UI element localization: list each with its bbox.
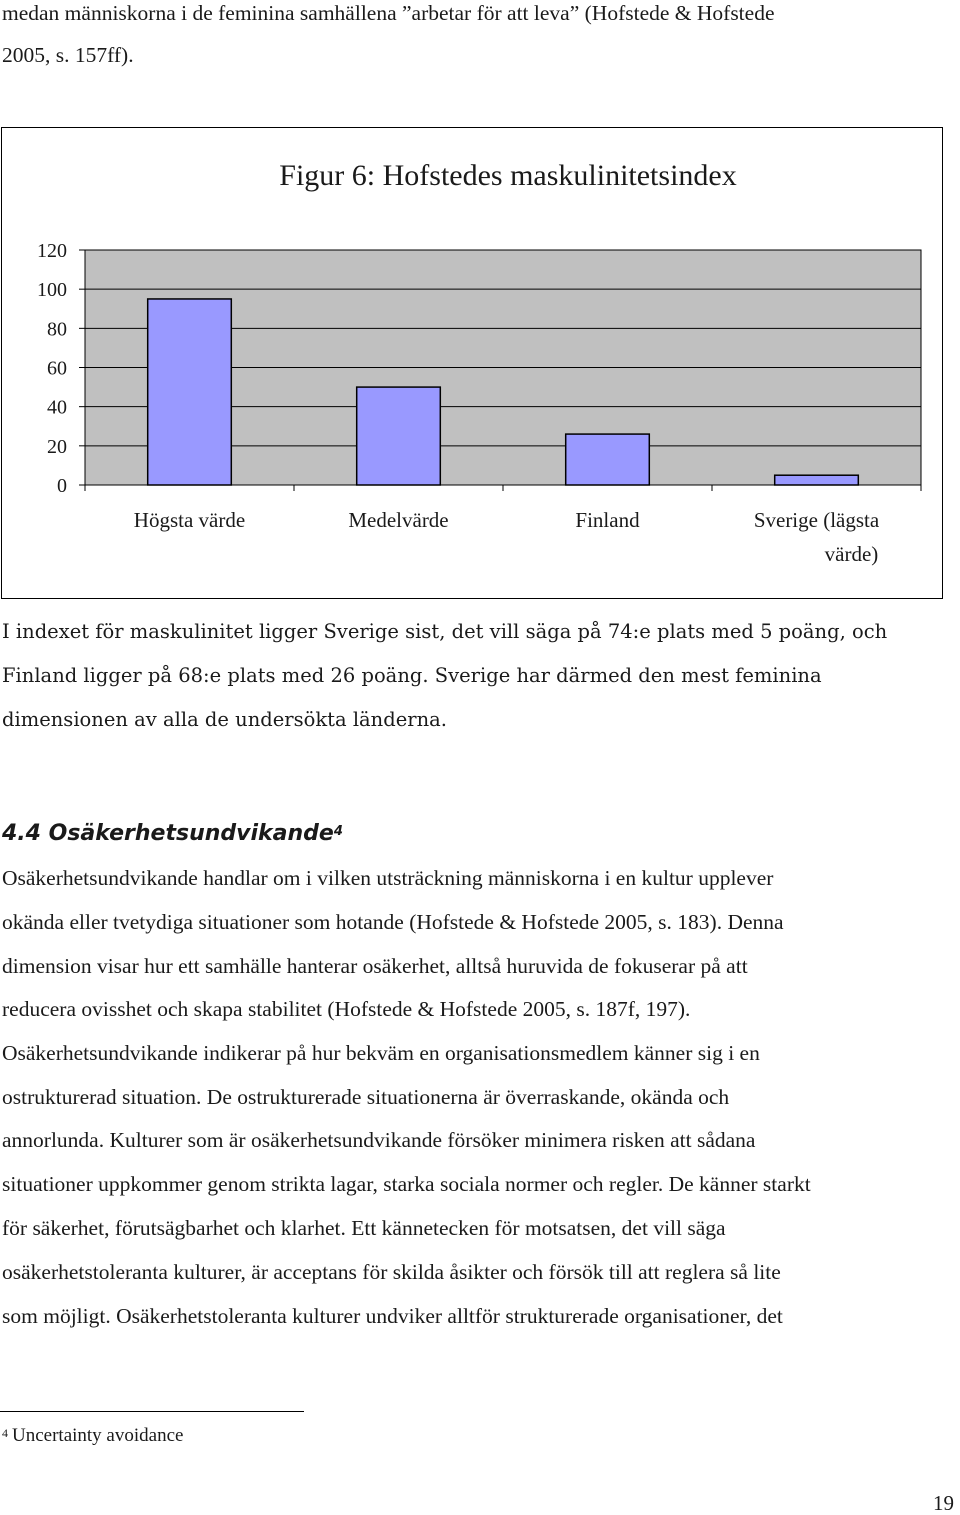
- section-heading-text: 4.4 Osäkerhetsundvikande: [2, 821, 334, 846]
- body-line-6: ostrukturerad situation. De ostrukturerade situationerna är överraskande, okända och: [2, 1085, 730, 1109]
- footnote-reference: 4: [333, 824, 343, 839]
- bar: [775, 475, 859, 485]
- category-label: Högsta värde: [133, 508, 246, 532]
- body-line-9: för säkerhet, förutsägbarhet och klarhet. Ett kännetecken för motsatsen, det vill säga: [2, 1216, 726, 1240]
- y-tick-label: 40: [47, 396, 67, 419]
- bar: [566, 434, 650, 485]
- category-label: Finland: [575, 508, 640, 532]
- body-line-4: reducera ovisshet och skapa stabilitet (Hofstede & Hofstede 2005, s. 187f, 197).: [2, 997, 691, 1021]
- y-tick-label: 20: [47, 435, 67, 458]
- caption-line-1: I indexet för maskulinitet ligger Sverige sist, det vill säga på 74:e plats med 5 poäng, och: [2, 620, 888, 643]
- page-number: 19: [933, 1491, 954, 1515]
- chart-title: Figur 6: Hofstedes maskulinitetsindex: [279, 159, 737, 192]
- y-tick-label: 120: [37, 240, 67, 262]
- masculinity-index-chart: [0, 0, 960, 610]
- footnote-separator: [0, 1411, 304, 1412]
- footnote-text: Uncertainty avoidance: [12, 1425, 184, 1446]
- body-line-3: dimension visar hur ett samhälle hanterar osäkerhet, alltså huruvida de fokuserar på att: [2, 954, 748, 978]
- bar: [357, 387, 441, 485]
- footnote: [2, 1424, 183, 1448]
- body-line-11: som möjligt. Osäkerhetstoleranta kulturer undviker alltför strukturerade organisationer, det: [2, 1304, 783, 1328]
- y-tick-label: 60: [47, 357, 67, 380]
- caption-line-3: dimensionen av alla de undersökta länderna.: [2, 708, 447, 731]
- body-line-10: osäkerhetstoleranta kulturer, är acceptans för skilda åsikter och försök till att reglera så lite: [2, 1260, 781, 1284]
- body-line-8: situationer uppkommer genom strikta lagar, starka sociala normer och regler. De känner starkt: [2, 1172, 811, 1196]
- body-line-2: okända eller tvetydiga situationer som hotande (Hofstede & Hofstede 2005, s. 183). Denna: [2, 910, 784, 934]
- category-label: Sverige (lägsta: [753, 508, 880, 532]
- bar: [148, 299, 232, 485]
- y-tick-label: 0: [57, 475, 67, 497]
- category-label: värde): [824, 542, 879, 566]
- footnote-number: 4: [2, 1426, 8, 1440]
- y-tick-label: 80: [47, 318, 67, 341]
- intro-line-2: 2005, s. 157ff).: [2, 43, 134, 67]
- y-tick-label: 100: [37, 279, 67, 302]
- caption-line-2: Finland ligger på 68:e plats med 26 poäng. Sverige har därmed den mest feminina: [2, 664, 822, 687]
- body-line-7: annorlunda. Kulturer som är osäkerhetsundvikande försöker minimera risken att sådana: [2, 1128, 756, 1152]
- category-label: Medelvärde: [348, 508, 449, 532]
- section-heading: [2, 820, 343, 848]
- body-line-1: Osäkerhetsundvikande handlar om i vilken utsträckning människorna i en kultur upplever: [2, 866, 774, 890]
- intro-line-1: medan människorna i de feminina samhällena ”arbetar för att leva” (Hofstede & Hofstede: [2, 1, 775, 25]
- body-line-5: Osäkerhetsundvikande indikerar på hur bekväm en organisationsmedlem känner sig i en: [2, 1041, 760, 1065]
